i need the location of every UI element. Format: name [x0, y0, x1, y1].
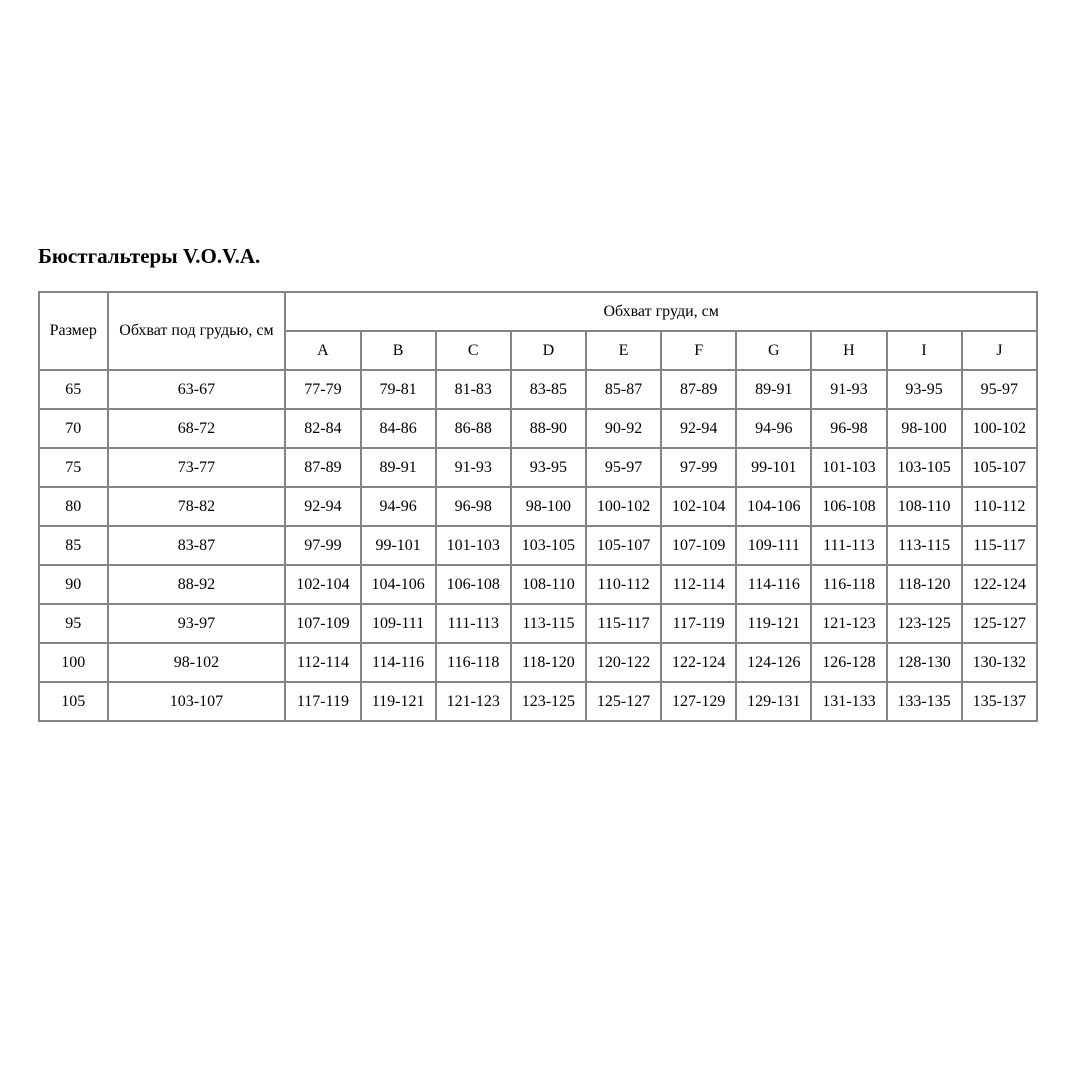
cup-range-cell: 113-115: [887, 526, 962, 565]
table-row: [39, 643, 1037, 682]
cup-range-cell: 87-89: [661, 370, 736, 409]
cup-range-cell: 122-124: [661, 643, 736, 682]
cup-range-cell: 103-105: [511, 526, 586, 565]
cup-range-cell: 108-110: [887, 487, 962, 526]
cup-range-cell: 126-128: [811, 643, 886, 682]
cup-range-cell: 106-108: [811, 487, 886, 526]
underbust-cell: 103-107: [108, 682, 286, 721]
cup-column-header: F: [661, 331, 736, 370]
cup-column-header: C: [436, 331, 511, 370]
cup-range-cell: 93-95: [887, 370, 962, 409]
table-row: [39, 370, 1037, 409]
cup-range-cell: 87-89: [285, 448, 360, 487]
underbust-cell: 78-82: [108, 487, 286, 526]
cup-range-cell: 102-104: [661, 487, 736, 526]
cup-range-cell: 111-113: [436, 604, 511, 643]
cup-range-cell: 82-84: [285, 409, 360, 448]
page-title: Бюстгальтеры V.O.V.A.: [38, 244, 261, 268]
cup-range-cell: 133-135: [887, 682, 962, 721]
cup-range-cell: 119-121: [736, 604, 811, 643]
cup-range-cell: 101-103: [436, 526, 511, 565]
cup-range-cell: 116-118: [811, 565, 886, 604]
cup-range-cell: 120-122: [586, 643, 661, 682]
cup-range-cell: 121-123: [436, 682, 511, 721]
cup-range-cell: 114-116: [736, 565, 811, 604]
cup-range-cell: 128-130: [887, 643, 962, 682]
cup-column-header: H: [811, 331, 886, 370]
size-cell: 80: [39, 487, 108, 526]
bra-size-table: [38, 291, 1038, 722]
table-row: [39, 604, 1037, 643]
size-cell: 95: [39, 604, 108, 643]
cup-column-header: G: [736, 331, 811, 370]
table-row: [39, 487, 1037, 526]
cup-range-cell: 125-127: [586, 682, 661, 721]
cup-range-cell: 77-79: [285, 370, 360, 409]
cup-column-header: A: [285, 331, 360, 370]
cup-range-cell: 125-127: [962, 604, 1037, 643]
cup-range-cell: 105-107: [962, 448, 1037, 487]
cup-range-cell: 112-114: [661, 565, 736, 604]
cup-range-cell: 122-124: [962, 565, 1037, 604]
cup-range-cell: 91-93: [436, 448, 511, 487]
size-cell: 65: [39, 370, 108, 409]
cup-range-cell: 124-126: [736, 643, 811, 682]
underbust-cell: 98-102: [108, 643, 286, 682]
cup-range-cell: 112-114: [285, 643, 360, 682]
underbust-cell: 63-67: [108, 370, 286, 409]
cup-column-header: J: [962, 331, 1037, 370]
cup-range-cell: 92-94: [661, 409, 736, 448]
cup-column-header: E: [586, 331, 661, 370]
cup-range-cell: 86-88: [436, 409, 511, 448]
table-row: [39, 409, 1037, 448]
cup-column-header: B: [361, 331, 436, 370]
cup-range-cell: 99-101: [361, 526, 436, 565]
size-cell: 75: [39, 448, 108, 487]
cup-range-cell: 89-91: [361, 448, 436, 487]
cup-range-cell: 98-100: [511, 487, 586, 526]
bust-group-header: Обхват груди, см: [285, 292, 1037, 331]
cup-range-cell: 105-107: [586, 526, 661, 565]
cup-range-cell: 118-120: [887, 565, 962, 604]
cup-range-cell: 131-133: [811, 682, 886, 721]
cup-range-cell: 111-113: [811, 526, 886, 565]
cup-range-cell: 89-91: [736, 370, 811, 409]
cup-range-cell: 123-125: [511, 682, 586, 721]
table-row: [39, 565, 1037, 604]
cup-range-cell: 90-92: [586, 409, 661, 448]
underbust-cell: 73-77: [108, 448, 286, 487]
cup-range-cell: 117-119: [285, 682, 360, 721]
cup-range-cell: 84-86: [361, 409, 436, 448]
cup-range-cell: 119-121: [361, 682, 436, 721]
cup-range-cell: 129-131: [736, 682, 811, 721]
cup-range-cell: 104-106: [736, 487, 811, 526]
cup-range-cell: 95-97: [962, 370, 1037, 409]
size-cell: 100: [39, 643, 108, 682]
cup-range-cell: 104-106: [361, 565, 436, 604]
cup-range-cell: 114-116: [361, 643, 436, 682]
cup-range-cell: 83-85: [511, 370, 586, 409]
cup-range-cell: 96-98: [436, 487, 511, 526]
cup-range-cell: 109-111: [361, 604, 436, 643]
cup-range-cell: 79-81: [361, 370, 436, 409]
cup-range-cell: 91-93: [811, 370, 886, 409]
underbust-cell: 88-92: [108, 565, 286, 604]
cup-range-cell: 117-119: [661, 604, 736, 643]
header-row-top: [39, 292, 1037, 331]
underbust-column-header: Обхват под грудью, см: [108, 292, 286, 370]
cup-range-cell: 107-109: [661, 526, 736, 565]
underbust-cell: 68-72: [108, 409, 286, 448]
cup-column-header: D: [511, 331, 586, 370]
table-row: [39, 448, 1037, 487]
cup-range-cell: 85-87: [586, 370, 661, 409]
cup-range-cell: 109-111: [736, 526, 811, 565]
underbust-cell: 83-87: [108, 526, 286, 565]
cup-range-cell: 135-137: [962, 682, 1037, 721]
cup-range-cell: 113-115: [511, 604, 586, 643]
cup-range-cell: 118-120: [511, 643, 586, 682]
size-cell: 85: [39, 526, 108, 565]
cup-range-cell: 92-94: [285, 487, 360, 526]
cup-range-cell: 127-129: [661, 682, 736, 721]
cup-range-cell: 103-105: [887, 448, 962, 487]
table-row: [39, 526, 1037, 565]
cup-range-cell: 81-83: [436, 370, 511, 409]
cup-range-cell: 110-112: [586, 565, 661, 604]
cup-range-cell: 94-96: [736, 409, 811, 448]
size-cell: 90: [39, 565, 108, 604]
underbust-cell: 93-97: [108, 604, 286, 643]
cup-range-cell: 93-95: [511, 448, 586, 487]
cup-range-cell: 108-110: [511, 565, 586, 604]
size-column-header: Размер: [39, 292, 108, 370]
size-cell: 70: [39, 409, 108, 448]
cup-range-cell: 100-102: [962, 409, 1037, 448]
cup-range-cell: 106-108: [436, 565, 511, 604]
cup-range-cell: 121-123: [811, 604, 886, 643]
cup-range-cell: 97-99: [661, 448, 736, 487]
cup-range-cell: 95-97: [586, 448, 661, 487]
cup-range-cell: 97-99: [285, 526, 360, 565]
cup-range-cell: 101-103: [811, 448, 886, 487]
cup-range-cell: 102-104: [285, 565, 360, 604]
cup-range-cell: 98-100: [887, 409, 962, 448]
size-cell: 105: [39, 682, 108, 721]
cup-range-cell: 88-90: [511, 409, 586, 448]
cup-range-cell: 107-109: [285, 604, 360, 643]
table-body: [39, 370, 1037, 721]
cup-range-cell: 116-118: [436, 643, 511, 682]
cup-range-cell: 115-117: [962, 526, 1037, 565]
table-row: [39, 682, 1037, 721]
table-header: [39, 292, 1037, 370]
cup-range-cell: 99-101: [736, 448, 811, 487]
cup-range-cell: 115-117: [586, 604, 661, 643]
cup-range-cell: 94-96: [361, 487, 436, 526]
cup-column-header: I: [887, 331, 962, 370]
cup-range-cell: 100-102: [586, 487, 661, 526]
cup-range-cell: 130-132: [962, 643, 1037, 682]
cup-range-cell: 110-112: [962, 487, 1037, 526]
cup-range-cell: 96-98: [811, 409, 886, 448]
cup-range-cell: 123-125: [887, 604, 962, 643]
